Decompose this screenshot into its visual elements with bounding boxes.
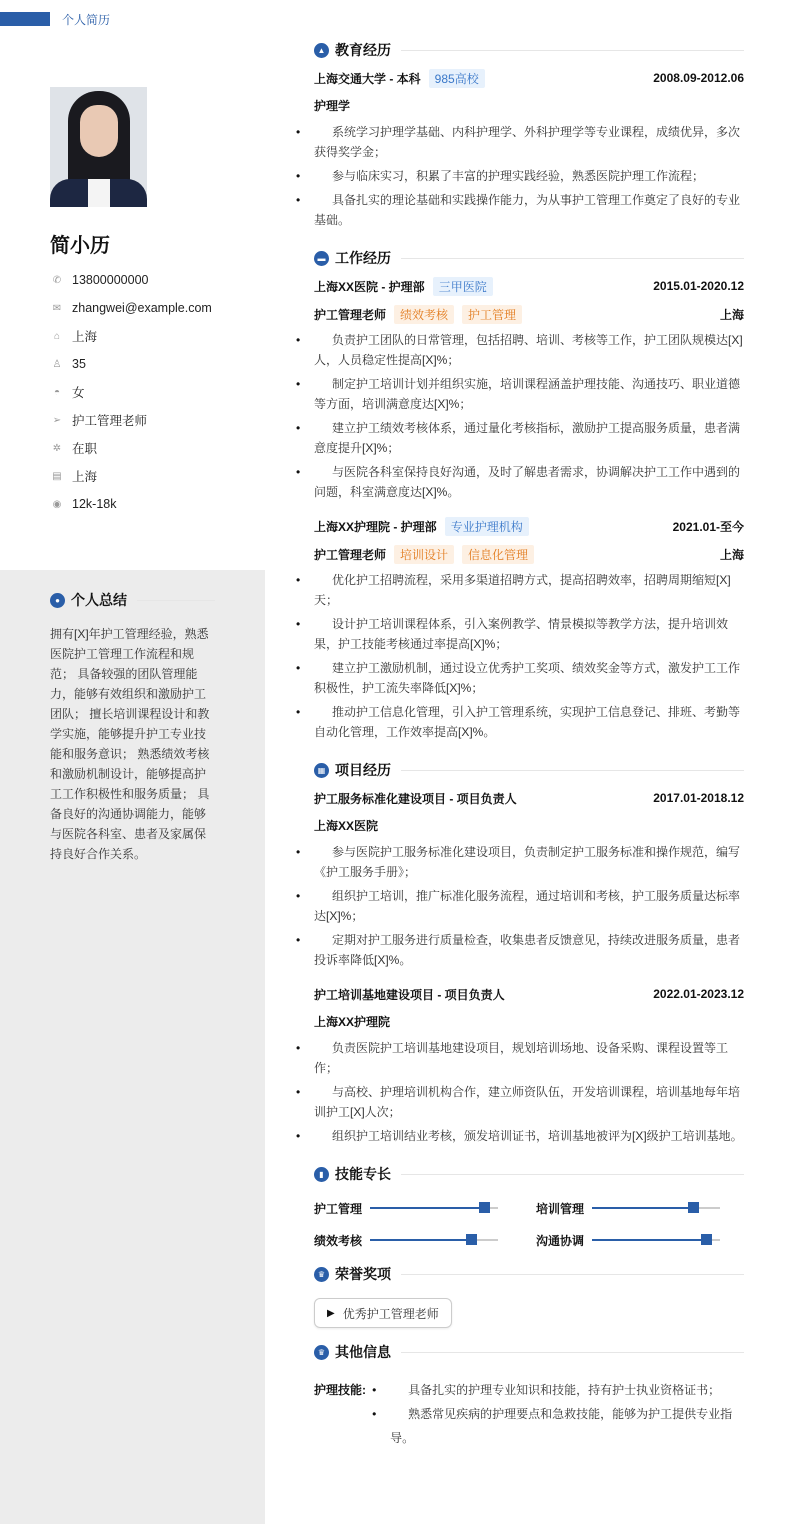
other-label: 护理技能: xyxy=(314,1383,366,1397)
org-name: 上海XX医院 - 护理部 xyxy=(314,279,425,294)
skill-item xyxy=(536,1198,744,1218)
skill-name: 培训管理 xyxy=(536,1201,585,1216)
info-text: 女 xyxy=(72,386,85,400)
org-name: 上海XX护理院 - 护理部 xyxy=(314,519,437,534)
role-row xyxy=(314,544,744,564)
info-row xyxy=(50,490,212,518)
skill-name: 沟通协调 xyxy=(536,1233,585,1248)
section-header xyxy=(314,40,744,60)
skill-tag: 培训设计 xyxy=(394,545,454,564)
bullet-item: • 具备扎实的护理专业知识和技能，持有护士执业资格证书； xyxy=(390,1378,744,1402)
divider xyxy=(401,1174,744,1175)
work-row xyxy=(314,516,744,536)
skill-slider-fill xyxy=(370,1207,485,1209)
info-row xyxy=(50,406,212,434)
info-row xyxy=(50,378,212,406)
skill-item xyxy=(536,1230,744,1250)
briefcase-icon: ▬ xyxy=(314,251,329,266)
skills-section xyxy=(314,1164,744,1250)
skill-slider-track xyxy=(370,1207,498,1209)
role: 护工管理老师 xyxy=(314,307,387,322)
major: 护理学 xyxy=(314,99,351,113)
bullet-item: • 参与医院护工服务标准化建设项目，负责制定护工服务标准和操作规范，编写《护工服务手册》； xyxy=(314,842,744,882)
section-header xyxy=(314,248,744,268)
salary-icon: ◉ xyxy=(52,498,62,510)
education-section xyxy=(314,40,744,230)
skill-name: 绩效考核 xyxy=(314,1233,363,1248)
city: 上海 xyxy=(719,547,744,562)
date-range: 2008.09-2012.06 xyxy=(653,71,744,85)
date-range: 2022.01-2023.12 xyxy=(653,987,744,1001)
skill-tag: 绩效考核 xyxy=(394,305,454,324)
info-row xyxy=(50,266,212,294)
info-row xyxy=(50,322,212,350)
info-text: 护工管理老师 xyxy=(72,414,148,428)
info-row xyxy=(50,462,212,490)
skill-slider-fill xyxy=(592,1207,694,1209)
bullet-item: • 系统学习护理学基础、内科护理学、外科护理学等专业课程，成绩优异，多次获得奖学金； xyxy=(314,122,744,162)
play-icon: ▶ xyxy=(327,1307,335,1319)
info-text: 上海 xyxy=(72,470,98,484)
role: 护工管理老师 xyxy=(314,547,387,562)
bullet-item: • 参与临床实习，积累了丰富的护理实践经验，熟悉医院护理工作流程； xyxy=(314,166,744,186)
award-icon: ♛ xyxy=(314,1267,329,1282)
user-icon: ● xyxy=(50,593,65,608)
skill-tag: 信息化管理 xyxy=(462,545,534,564)
bullet-item: • 定期对护工服务进行质量检查，收集患者反馈意见，持续改进服务质量，患者投诉率降低[X]%。 xyxy=(314,930,744,970)
info-icon: ♛ xyxy=(314,1345,329,1360)
project-row xyxy=(314,984,744,1004)
bullet-item: • 熟悉常见疾病的护理要点和急救技能，能够为护工提供专业指导。 xyxy=(390,1402,744,1450)
other-section xyxy=(314,1342,744,1450)
school-name: 上海交通大学 - 本科 xyxy=(314,71,421,86)
awards-section xyxy=(314,1264,744,1328)
skill-slider-handle[interactable] xyxy=(701,1234,712,1245)
avatar xyxy=(50,87,147,207)
skill-name: 护工管理 xyxy=(314,1201,363,1216)
date-range: 2015.01-2020.12 xyxy=(653,279,744,293)
bullet-item: • 建立护工激励机制，通过设立优秀护工奖项、绩效奖金等方式，激发护工工作积极性，护工流失率降低[X]%； xyxy=(314,658,744,698)
skill-tag: 护工管理 xyxy=(462,305,522,324)
gender-icon: ◓ xyxy=(53,386,61,398)
project-name: 护工培训基地建设项目 - 项目负责人 xyxy=(314,987,505,1002)
grid-icon: ▦ xyxy=(314,763,329,778)
other-row xyxy=(314,1378,744,1450)
info-text: 12k-18k xyxy=(72,497,117,511)
projects-section xyxy=(314,760,744,1146)
section-header xyxy=(314,760,744,780)
bullet-item: • 组织护工培训结业考核，颁发培训证书，培训基地被评为[X]级护工培训基地。 xyxy=(314,1126,744,1146)
summary-section xyxy=(50,590,215,864)
profile-name: 简小历 xyxy=(50,235,110,257)
info-row xyxy=(50,350,212,378)
org-tag: 三甲医院 xyxy=(433,277,493,296)
bullet-item: • 组织护工培训，推广标准化服务流程，通过培训和考核，护工服务质量达标率达[X]%； xyxy=(314,886,744,926)
section-title: 其他信息 xyxy=(335,1344,391,1360)
org-tag: 专业护理机构 xyxy=(445,517,529,536)
info-text: 在职 xyxy=(72,442,98,456)
info-text: zhangwei@example.com xyxy=(72,301,212,315)
bullet-list xyxy=(314,842,744,970)
city: 上海 xyxy=(719,307,744,322)
skill-slider-handle[interactable] xyxy=(479,1202,490,1213)
section-title: 技能专长 xyxy=(335,1166,391,1182)
work-section xyxy=(314,248,744,742)
section-title: 教育经历 xyxy=(335,42,391,58)
divider xyxy=(401,770,744,771)
role-line xyxy=(314,305,522,324)
building-icon: ▤ xyxy=(52,470,62,482)
section-title: 荣誉奖项 xyxy=(335,1266,391,1282)
project-org: 上海XX护理院 xyxy=(314,1015,391,1029)
skill-slider-fill xyxy=(592,1239,707,1241)
header-accent-bar xyxy=(0,12,50,26)
skills-grid xyxy=(314,1198,744,1250)
work-row xyxy=(314,276,744,296)
divider xyxy=(401,50,744,51)
divider xyxy=(401,1352,744,1353)
skill-slider-handle[interactable] xyxy=(466,1234,477,1245)
info-text: 35 xyxy=(72,357,86,371)
info-text: 13800000000 xyxy=(72,273,149,287)
project-org: 上海XX医院 xyxy=(314,819,379,833)
school-tag: 985高校 xyxy=(429,69,485,88)
project-name: 护工服务标准化建设项目 - 项目负责人 xyxy=(314,791,517,806)
info-row xyxy=(50,434,212,462)
skill-slider-track xyxy=(592,1207,720,1209)
award-label: 优秀护工管理老师 xyxy=(342,1306,439,1321)
home-icon: ⌂ xyxy=(53,330,61,342)
divider xyxy=(401,258,744,259)
bullet-list xyxy=(314,1038,744,1146)
main-content xyxy=(314,40,744,1468)
status-icon: ✲ xyxy=(52,442,62,454)
bullet-list xyxy=(314,330,744,502)
education-row xyxy=(314,68,744,88)
skill-slider-track xyxy=(592,1239,720,1241)
section-title: 项目经历 xyxy=(335,762,391,778)
date-range: 2017.01-2018.12 xyxy=(653,791,744,805)
bullet-item: • 设计护工培训课程体系，引入案例教学、情景模拟等教学方法，提升培训效果，护工技能考核通过率提高[X]%； xyxy=(314,614,744,654)
section-header xyxy=(314,1164,744,1184)
header-label: 个人简历 xyxy=(62,13,111,27)
profile-info-list xyxy=(50,266,212,518)
skill-slider-handle[interactable] xyxy=(688,1202,699,1213)
bullet-item: • 具备扎实的理论基础和实践操作能力，为从事护工管理工作奠定了良好的专业基础。 xyxy=(314,190,744,230)
bullet-item: • 建立护工绩效考核体系，通过量化考核指标，激励护工提高服务质量，患者满意度提升[X]%； xyxy=(314,418,744,458)
skill-slider-track xyxy=(370,1239,498,1241)
phone-icon: ✆ xyxy=(52,274,62,286)
bullet-item: • 与医院各科室保持良好沟通，及时了解患者需求，协调解决护工工作中遇到的问题，科室满意度达[X]%。 xyxy=(314,462,744,502)
project-row xyxy=(314,788,744,808)
summary-text: 拥有[X]年护工管理经验，熟悉医院护工管理工作流程和规范； 具备较强的团队管理能力，能够有效组织和激励护工团队； 擅长培训课程设计和教学实施，能够提升护工专业技能和服务意识； 熟悉绩效考核和激励机制设计，能够提高护工工作积极性和服务质量； 具备良好的沟通协调能力，能够与医院各科室、患者及家属保持良好合作关系。 xyxy=(50,627,210,861)
award-item[interactable] xyxy=(314,1298,452,1328)
bullet-list xyxy=(314,570,744,742)
bullet-item: • 推动护工信息化管理，引入护工管理系统，实现护工信息登记、排班、考勤等自动化管理，工作效率提高[X]%。 xyxy=(314,702,744,742)
role-row xyxy=(314,304,744,324)
role-line xyxy=(314,545,534,564)
bar-chart-icon: ▮ xyxy=(314,1167,329,1182)
send-icon: ➢ xyxy=(52,414,62,426)
org-line xyxy=(314,517,529,536)
divider xyxy=(137,600,215,601)
info-row xyxy=(50,294,212,322)
mail-icon: ✉ xyxy=(52,302,62,314)
skill-slider-fill xyxy=(370,1239,472,1241)
section-title: 个人总结 xyxy=(71,592,127,608)
section-header xyxy=(314,1264,744,1284)
bullet-list xyxy=(390,1378,744,1450)
bullet-item: • 负责护工团队的日常管理，包括招聘、培训、考核等工作，护工团队规模达[X]人，人员稳定性提高[X]%； xyxy=(314,330,744,370)
age-icon: ♙ xyxy=(52,358,62,370)
bullet-item: • 与高校、护理培训机构合作，建立师资队伍，开发培训课程，培训基地每年培训护工[X]人次； xyxy=(314,1082,744,1122)
bullet-item: • 优化护工招聘流程，采用多渠道招聘方式，提高招聘效率，招聘周期缩短[X]天； xyxy=(314,570,744,610)
skill-item xyxy=(314,1198,536,1218)
section-header xyxy=(314,1342,744,1362)
bullet-list xyxy=(314,122,744,230)
info-text: 上海 xyxy=(72,330,98,344)
divider xyxy=(401,1274,744,1275)
date-range: 2021.01-至今 xyxy=(672,519,744,534)
org-line xyxy=(314,277,493,296)
skill-item xyxy=(314,1230,536,1250)
school-line xyxy=(314,69,485,88)
bullet-item: • 制定护工培训计划并组织实施，培训课程涵盖护理技能、沟通技巧、职业道德等方面，培训满意度达[X]%； xyxy=(314,374,744,414)
graduation-cap-icon: ▲ xyxy=(314,43,329,58)
section-title: 工作经历 xyxy=(335,250,391,266)
bullet-item: • 负责医院护工培训基地建设项目，规划培训场地、设备采购、课程设置等工作； xyxy=(314,1038,744,1078)
